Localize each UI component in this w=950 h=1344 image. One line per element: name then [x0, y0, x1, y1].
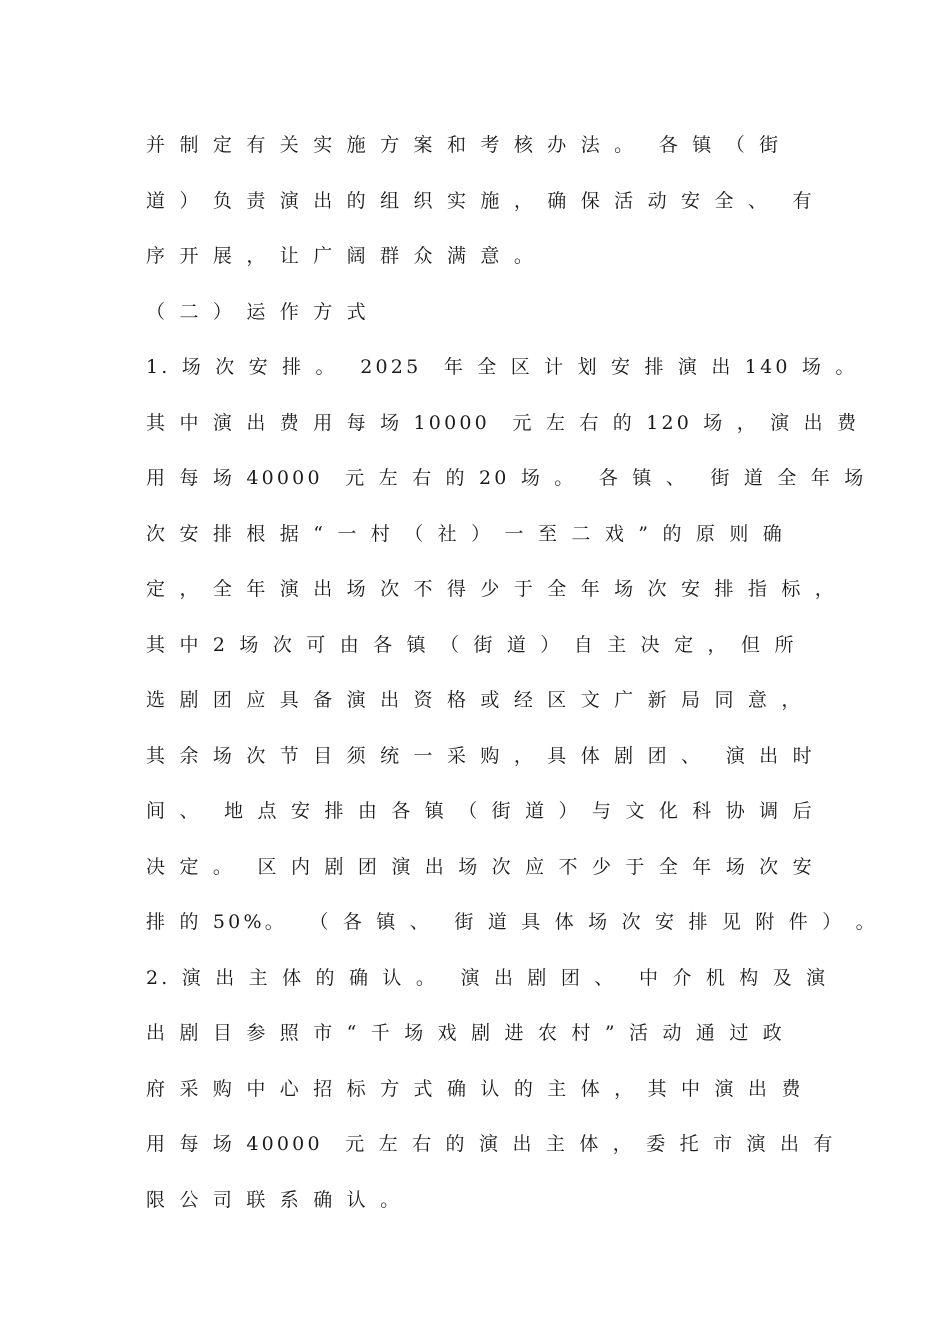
text-line-5: 1. 场 次 安 排 。 2025 年 全 区 计 划 安 排 演 出 140 场 。	[146, 356, 858, 378]
text-line-20: 限 公 司 联 系 确 认 。	[146, 1188, 403, 1211]
document-body	[146, 128, 878, 1238]
text-line-18: 府 采 购 中 心 招 标 方 式 确 认 的 主 体 ， 其 中 演 出 费	[146, 1077, 804, 1100]
section-heading: （ 二 ） 运 作 方 式	[146, 300, 369, 323]
text-line-6: 其 中 演 出 费 用 每 场 10000 元 左 右 的 120 场 ， 演 出 费	[146, 411, 860, 434]
text-line-11: 选 剧 团 应 具 备 演 出 资 格 或 经 区 文 广 新 局 同 意 ，	[146, 689, 804, 711]
text-line-14: 决 定 。 区 内 剧 团 演 出 场 次 应 不 少 于 全 年 场 次 安	[146, 855, 815, 878]
text-line-1: 并 制 定 有 关 实 施 方 案 和 考 核 办 法 。 各 镇 （ 街	[146, 134, 782, 156]
text-line-17: 出 剧 目 参 照 市 “ 千 场 戏 剧 进 农 村 ” 活 动 通 过 政	[146, 1022, 785, 1044]
text-line-15: 排 的 50%。 （ 各 镇 、 街 道 具 体 场 次 安 排 见 附 件 ） 。	[146, 911, 878, 933]
text-line-12: 其 余 场 次 节 目 须 统 一 采 购 ， 具 体 剧 团 、 演 出 时	[146, 744, 815, 767]
text-line-13: 间 、 地 点 安 排 由 各 镇 （ 街 道 ） 与 文 化 科 协 调 后	[146, 800, 815, 822]
text-line-8: 次 安 排 根 据 “ 一 村 （ 社 ） 一 至 二 戏 ” 的 原 则 确	[146, 522, 785, 545]
text-line-16: 2. 演 出 主 体 的 确 认 。 演 出 剧 团 、 中 介 机 构 及 演	[146, 966, 829, 989]
text-line-9: 定 ， 全 年 演 出 场 次 不 得 少 于 全 年 场 次 安 排 指 标 ，	[146, 578, 837, 600]
text-line-3: 序 开 展 ， 让 广 阔 群 众 满 意 。	[146, 245, 537, 267]
text-line-2: 道 ） 负 责 演 出 的 组 织 实 施 ， 确 保 活 动 安 全 、 有	[146, 189, 815, 212]
text-line-7: 用 每 场 40000 元 左 右 的 20 场 。 各 镇 、 街 道 全 年 场	[146, 467, 867, 489]
text-line-10: 其 中 2 场 次 可 由 各 镇 （ 街 道 ） 自 主 决 定 ， 但 所	[146, 633, 797, 656]
text-line-19: 用 每 场 40000 元 左 右 的 演 出 主 体 ， 委 托 市 演 出 有	[146, 1133, 836, 1155]
